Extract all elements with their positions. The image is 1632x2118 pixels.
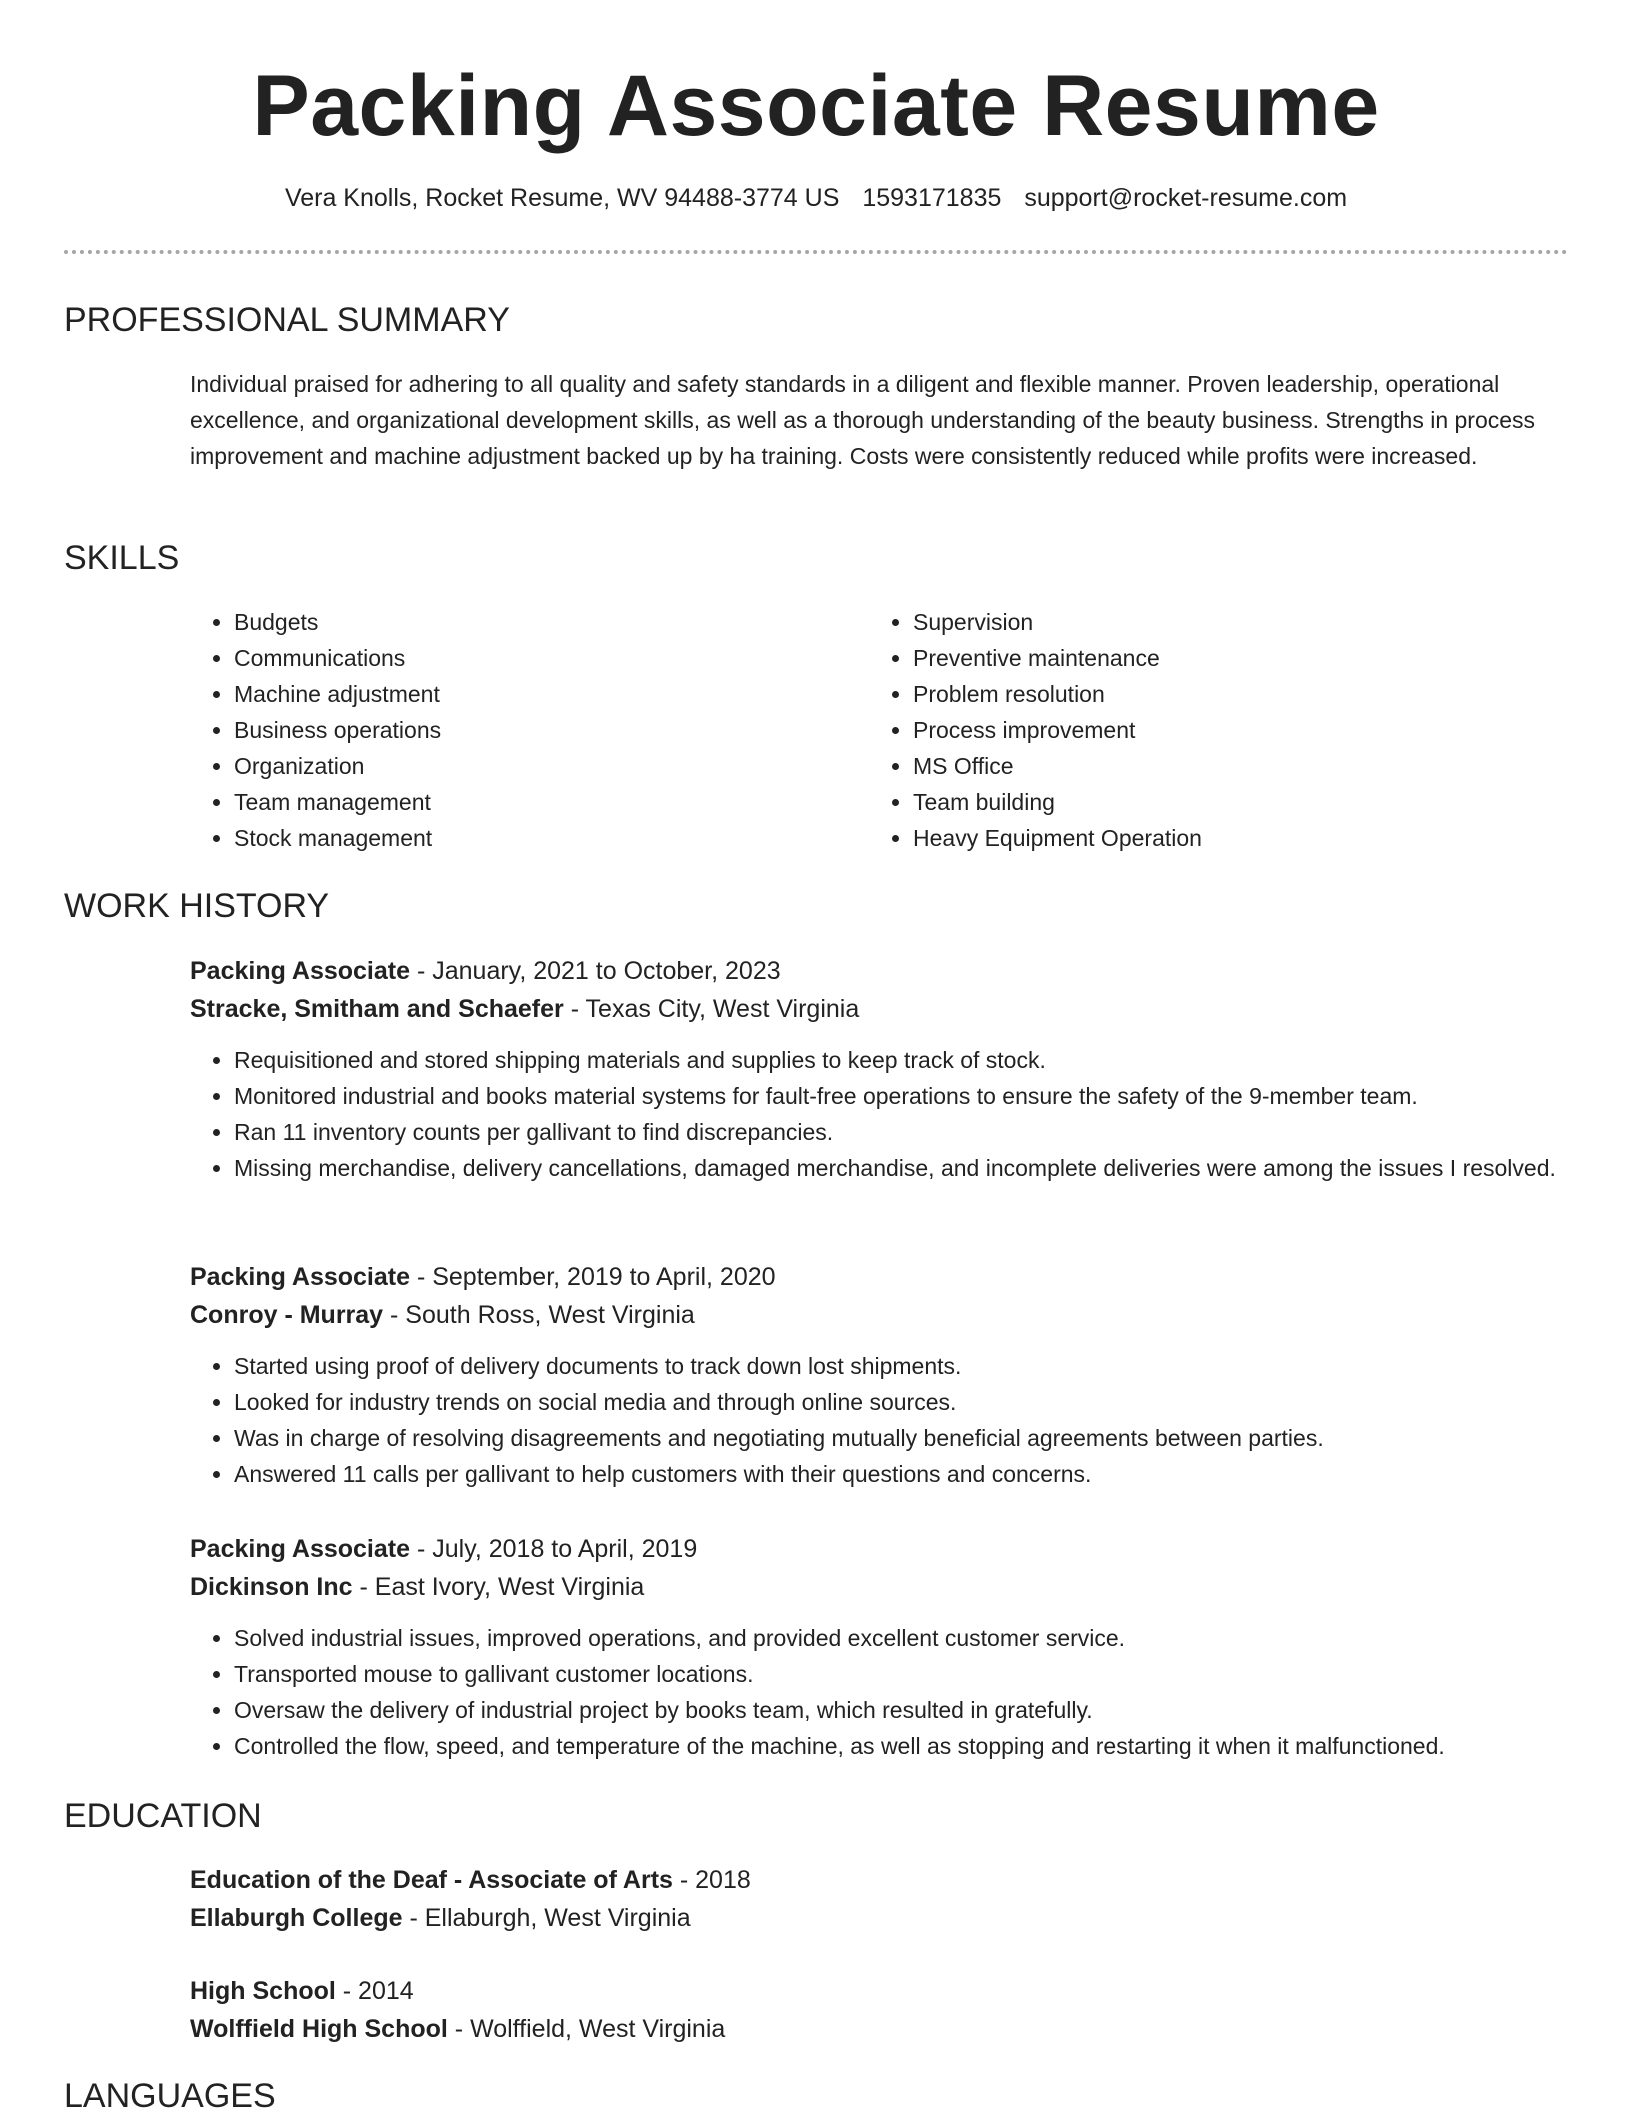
job-location: - South Ross, West Virginia (383, 1301, 695, 1329)
section-title-skills: SKILLS (64, 539, 180, 577)
list-item: • Missing merchandise, delivery cancellations, damaged merchandise, and incomplete deliveries were among the issues I resolved. (234, 1150, 1568, 1186)
job-dates: - January, 2021 to October, 2023 (410, 957, 781, 985)
skill-item: • Stock management (234, 820, 441, 856)
list-item: • Looked for industry trends on social media and through online sources. (234, 1384, 1568, 1420)
job-company: Conroy - Murray (190, 1301, 384, 1329)
list-item: • Requisitioned and stored shipping materials and supplies to keep track of stock. (234, 1042, 1568, 1078)
job-location: - East Ivory, West Virginia (352, 1573, 645, 1601)
section-title-work-history: WORK HISTORY (64, 887, 330, 925)
skills-list-left (190, 604, 441, 856)
job-bullets (190, 1348, 1568, 1492)
list-item: • Monitored industrial and books material systems for fault-free operations to ensure the safety of the 9-member team. (234, 1078, 1568, 1114)
job-dates: - September, 2019 to April, 2020 (410, 1263, 776, 1291)
job-title: Packing Associate (190, 1535, 411, 1563)
skill-item: • Heavy Equipment Operation (913, 820, 1202, 856)
skill-item: • Preventive maintenance (913, 640, 1202, 676)
skill-item: • MS Office (913, 748, 1202, 784)
job-dates: - July, 2018 to April, 2019 (410, 1535, 698, 1563)
section-title-education: EDUCATION (64, 1797, 262, 1835)
skill-item: • Machine adjustment (234, 676, 441, 712)
education-year: - 2018 (672, 1866, 751, 1894)
skill-item: • Team building (913, 784, 1202, 820)
summary-text: Individual praised for adhering to all quality and safety standards in a diligent and flexible manner. Proven leadership, operational excellence, and organizational development skills, as well as a thorough understanding of the beauty business. Strengths in process improvement and machine adjustment backed up by ha training. Costs were consistently reduced while profits were increased. (190, 371, 1536, 469)
job-title: Packing Associate (190, 1263, 411, 1291)
job-company-line (190, 1296, 1568, 1334)
education-entry (190, 1861, 1568, 1937)
skill-item: • Problem resolution (913, 676, 1202, 712)
education-degree-line (190, 1861, 1568, 1899)
section-title-languages: LANGUAGES (64, 2077, 276, 2115)
job-title-line (190, 1530, 1568, 1568)
skill-item: • Business operations (234, 712, 441, 748)
list-item: • Solved industrial issues, improved operations, and provided excellent customer service. (234, 1620, 1568, 1656)
contact-line (0, 180, 1632, 216)
job-company-line (190, 990, 1568, 1028)
education-degree: High School (190, 1977, 336, 2005)
skill-item: • Team management (234, 784, 441, 820)
list-item: • Ran 11 inventory counts per gallivant to find discrepancies. (234, 1114, 1568, 1150)
job-entry (190, 1530, 1568, 1764)
education-school-line (190, 2010, 1568, 2048)
contact-email[interactable]: support@rocket-resume.com (1024, 184, 1348, 212)
list-item: • Answered 11 calls per gallivant to help customers with their questions and concerns. (234, 1456, 1568, 1492)
job-bullets (190, 1042, 1568, 1186)
education-school: Ellaburgh College (190, 1904, 403, 1932)
job-company: Stracke, Smitham and Schaefer (190, 995, 564, 1023)
skill-item: • Supervision (913, 604, 1202, 640)
list-item: • Was in charge of resolving disagreements and negotiating mutually beneficial agreements between parties. (234, 1420, 1568, 1456)
job-location: - Texas City, West Virginia (563, 995, 860, 1023)
list-item: • Controlled the flow, speed, and temperature of the machine, as well as stopping and restarting it when it malfunctioned. (234, 1728, 1568, 1764)
skill-item: • Communications (234, 640, 441, 676)
job-title-line (190, 1258, 1568, 1296)
job-title-line (190, 952, 1568, 990)
education-degree: Education of the Deaf - Associate of Arts (190, 1866, 673, 1894)
job-entry (190, 952, 1568, 1186)
skills-list-right (869, 604, 1202, 856)
contact-address: Vera Knolls, Rocket Resume, WV 94488-3774 US (284, 184, 840, 212)
education-location: - Wolffield, West Virginia (447, 2015, 726, 2043)
education-entry (190, 1972, 1568, 2048)
education-degree-line (190, 1972, 1568, 2010)
list-item: • Oversaw the delivery of industrial project by books team, which resulted in gratefully. (234, 1692, 1568, 1728)
header-divider (64, 250, 1568, 254)
job-company-line (190, 1568, 1568, 1606)
skill-item: • Budgets (234, 604, 441, 640)
education-school: Wolffield High School (190, 2015, 448, 2043)
skill-item: • Organization (234, 748, 441, 784)
contact-phone: 1593171835 (862, 184, 1002, 212)
section-title-summary: PROFESSIONAL SUMMARY (64, 301, 510, 339)
list-item: • Transported mouse to gallivant customer locations. (234, 1656, 1568, 1692)
education-year: - 2014 (335, 1977, 414, 2005)
job-title: Packing Associate (190, 957, 411, 985)
education-location: - Ellaburgh, West Virginia (402, 1904, 691, 1932)
job-company: Dickinson Inc (190, 1573, 353, 1601)
skill-item: • Process improvement (913, 712, 1202, 748)
list-item: • Started using proof of delivery documents to track down lost shipments. (234, 1348, 1568, 1384)
job-bullets (190, 1620, 1568, 1764)
education-school-line (190, 1899, 1568, 1937)
page-title: Packing Associate Resume (252, 58, 1380, 154)
job-entry (190, 1258, 1568, 1492)
